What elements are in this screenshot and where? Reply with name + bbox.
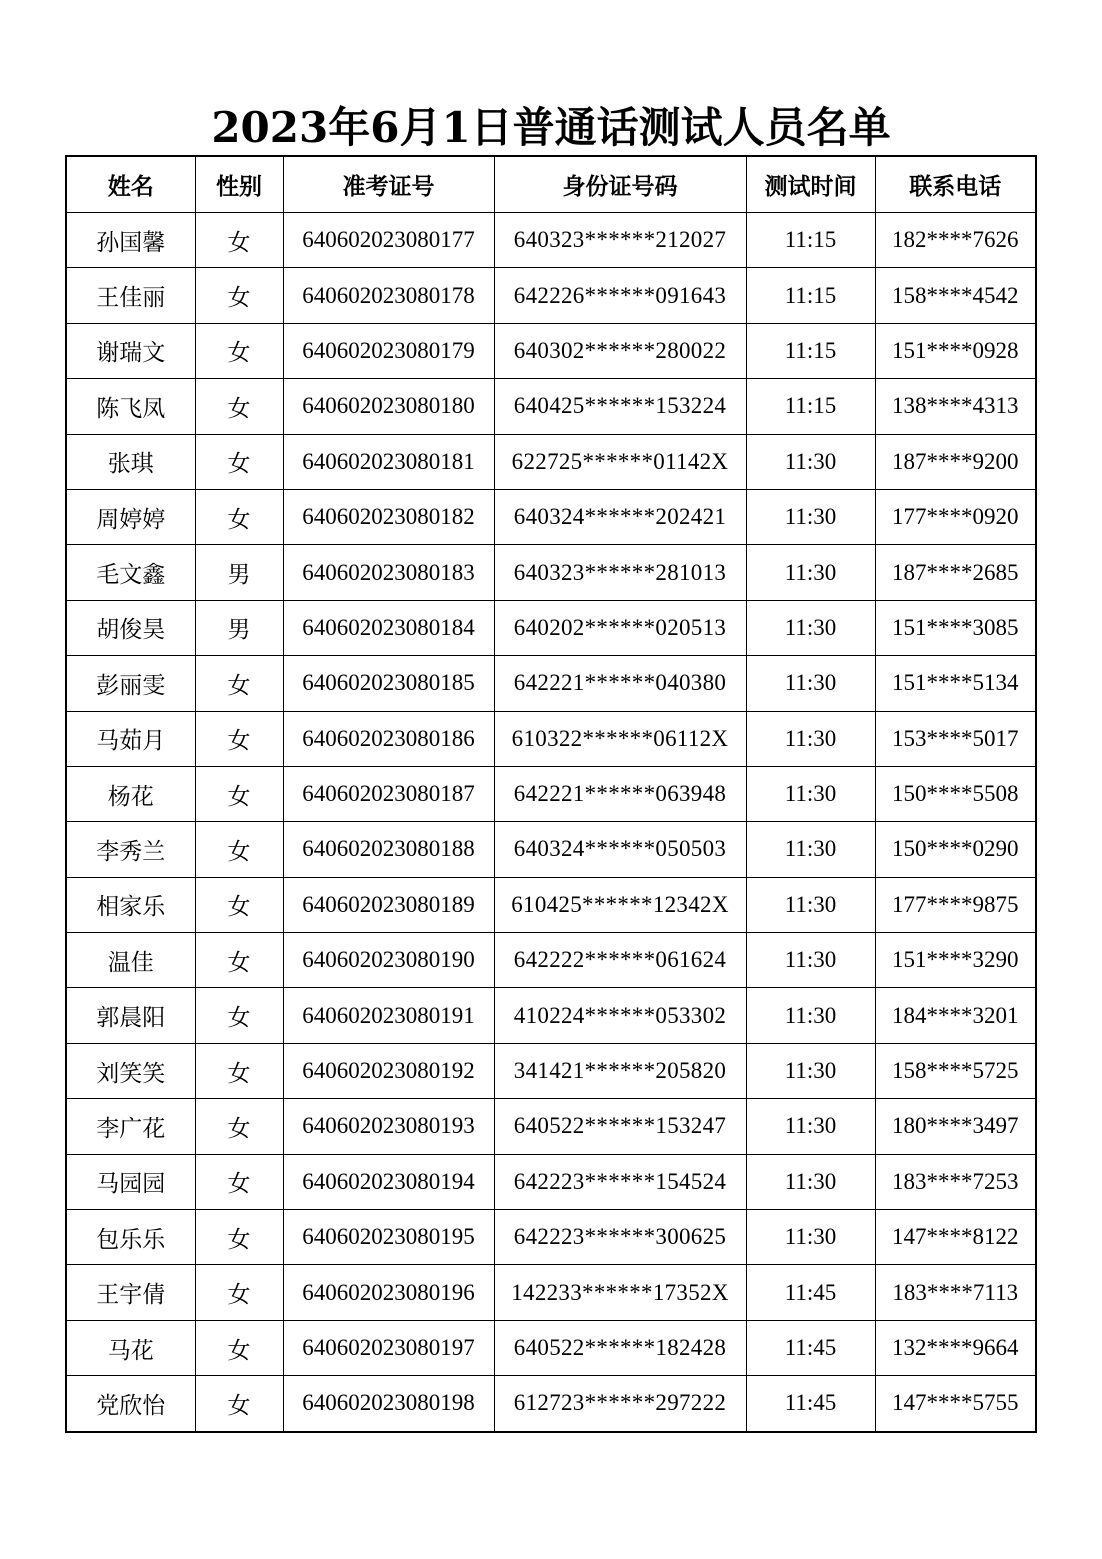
cell-id-number: 612723******297222 (494, 1376, 746, 1432)
cell-phone: 150****0290 (875, 822, 1036, 877)
cell-name: 相家乐 (66, 877, 195, 932)
header-phone: 联系电话 (875, 156, 1036, 213)
cell-id-number: 642226******091643 (494, 268, 746, 323)
table-row (66, 379, 1036, 434)
header-exam-number: 准考证号 (283, 156, 494, 213)
cell-phone: 151****3085 (875, 600, 1036, 655)
cell-gender: 女 (195, 434, 283, 489)
cell-test-time: 11:30 (746, 1043, 875, 1098)
cell-gender: 女 (195, 1210, 283, 1265)
table-row (66, 489, 1036, 544)
cell-phone: 147****8122 (875, 1210, 1036, 1265)
cell-name: 孙国馨 (66, 213, 195, 268)
cell-test-time: 11:15 (746, 379, 875, 434)
cell-name: 马园园 (66, 1154, 195, 1209)
cell-gender: 女 (195, 656, 283, 711)
cell-gender: 女 (195, 933, 283, 988)
cell-id-number: 610322******06112X (494, 711, 746, 766)
table-row (66, 600, 1036, 655)
table-row (66, 434, 1036, 489)
cell-id-number: 640302******280022 (494, 323, 746, 378)
cell-id-number: 640324******050503 (494, 822, 746, 877)
cell-name: 包乐乐 (66, 1210, 195, 1265)
table-row (66, 1320, 1036, 1375)
cell-gender: 女 (195, 379, 283, 434)
table-row (66, 766, 1036, 821)
cell-exam-number: 640602023080196 (283, 1265, 494, 1320)
cell-id-number: 410224******053302 (494, 988, 746, 1043)
cell-phone: 151****5134 (875, 656, 1036, 711)
cell-exam-number: 640602023080187 (283, 766, 494, 821)
cell-test-time: 11:30 (746, 1099, 875, 1154)
cell-phone: 153****5017 (875, 711, 1036, 766)
cell-id-number: 642222******061624 (494, 933, 746, 988)
cell-phone: 158****5725 (875, 1043, 1036, 1098)
cell-exam-number: 640602023080188 (283, 822, 494, 877)
cell-name: 胡俊昊 (66, 600, 195, 655)
cell-test-time: 11:30 (746, 545, 875, 600)
cell-gender: 女 (195, 766, 283, 821)
cell-gender: 女 (195, 988, 283, 1043)
cell-id-number: 640324******202421 (494, 489, 746, 544)
cell-gender: 女 (195, 877, 283, 932)
cell-phone: 138****4313 (875, 379, 1036, 434)
cell-gender: 男 (195, 545, 283, 600)
cell-gender: 女 (195, 711, 283, 766)
header-test-time: 测试时间 (746, 156, 875, 213)
cell-phone: 147****5755 (875, 1376, 1036, 1432)
cell-phone: 177****9875 (875, 877, 1036, 932)
cell-exam-number: 640602023080186 (283, 711, 494, 766)
cell-exam-number: 640602023080179 (283, 323, 494, 378)
cell-id-number: 640323******212027 (494, 213, 746, 268)
cell-id-number: 640425******153224 (494, 379, 746, 434)
cell-phone: 180****3497 (875, 1099, 1036, 1154)
table-row (66, 656, 1036, 711)
cell-phone: 187****9200 (875, 434, 1036, 489)
header-gender: 性别 (195, 156, 283, 213)
cell-phone: 132****9664 (875, 1320, 1036, 1375)
table-row (66, 213, 1036, 268)
cell-test-time: 11:30 (746, 600, 875, 655)
cell-gender: 女 (195, 1099, 283, 1154)
cell-test-time: 11:30 (746, 822, 875, 877)
cell-name: 王宇倩 (66, 1265, 195, 1320)
cell-id-number: 640323******281013 (494, 545, 746, 600)
cell-exam-number: 640602023080193 (283, 1099, 494, 1154)
table-row (66, 933, 1036, 988)
cell-test-time: 11:30 (746, 766, 875, 821)
cell-phone: 182****7626 (875, 213, 1036, 268)
table-row (66, 877, 1036, 932)
cell-test-time: 11:30 (746, 877, 875, 932)
cell-exam-number: 640602023080192 (283, 1043, 494, 1098)
cell-gender: 女 (195, 1043, 283, 1098)
cell-gender: 女 (195, 1320, 283, 1375)
cell-phone: 151****3290 (875, 933, 1036, 988)
cell-name: 毛文鑫 (66, 545, 195, 600)
table-row (66, 1099, 1036, 1154)
cell-name: 王佳丽 (66, 268, 195, 323)
header-id-number: 身份证号码 (494, 156, 746, 213)
table-header (66, 156, 1036, 213)
cell-name: 温佳 (66, 933, 195, 988)
cell-name: 马茹月 (66, 711, 195, 766)
cell-id-number: 622725******01142X (494, 434, 746, 489)
cell-id-number: 642223******154524 (494, 1154, 746, 1209)
cell-id-number: 341421******205820 (494, 1043, 746, 1098)
table-row (66, 1043, 1036, 1098)
cell-name: 周婷婷 (66, 489, 195, 544)
cell-exam-number: 640602023080195 (283, 1210, 494, 1265)
roster-table (65, 155, 1037, 1433)
cell-name: 杨花 (66, 766, 195, 821)
cell-exam-number: 640602023080198 (283, 1376, 494, 1432)
cell-exam-number: 640602023080182 (283, 489, 494, 544)
cell-exam-number: 640602023080183 (283, 545, 494, 600)
cell-id-number: 642221******040380 (494, 656, 746, 711)
cell-name: 马花 (66, 1320, 195, 1375)
cell-gender: 女 (195, 1154, 283, 1209)
cell-gender: 男 (195, 600, 283, 655)
cell-name: 郭晨阳 (66, 988, 195, 1043)
page-title: 2023年6月1日普通话测试人员名单 (211, 103, 891, 152)
cell-phone: 183****7113 (875, 1265, 1036, 1320)
cell-test-time: 11:30 (746, 656, 875, 711)
cell-phone: 183****7253 (875, 1154, 1036, 1209)
cell-exam-number: 640602023080178 (283, 268, 494, 323)
cell-name: 李广花 (66, 1099, 195, 1154)
cell-test-time: 11:30 (746, 1154, 875, 1209)
cell-exam-number: 640602023080190 (283, 933, 494, 988)
cell-gender: 女 (195, 213, 283, 268)
cell-test-time: 11:30 (746, 988, 875, 1043)
cell-gender: 女 (195, 489, 283, 544)
cell-phone: 184****3201 (875, 988, 1036, 1043)
table-row (66, 988, 1036, 1043)
cell-exam-number: 640602023080194 (283, 1154, 494, 1209)
cell-test-time: 11:45 (746, 1320, 875, 1375)
header-row (66, 156, 1036, 213)
table-row (66, 545, 1036, 600)
cell-test-time: 11:45 (746, 1265, 875, 1320)
cell-exam-number: 640602023080189 (283, 877, 494, 932)
cell-name: 陈飞凤 (66, 379, 195, 434)
cell-test-time: 11:15 (746, 213, 875, 268)
cell-gender: 女 (195, 822, 283, 877)
table-row (66, 1210, 1036, 1265)
cell-test-time: 11:15 (746, 323, 875, 378)
cell-phone: 150****5508 (875, 766, 1036, 821)
cell-name: 张琪 (66, 434, 195, 489)
cell-test-time: 11:30 (746, 489, 875, 544)
cell-id-number: 610425******12342X (494, 877, 746, 932)
cell-exam-number: 640602023080191 (283, 988, 494, 1043)
table-row (66, 1376, 1036, 1432)
cell-exam-number: 640602023080185 (283, 656, 494, 711)
cell-phone: 158****4542 (875, 268, 1036, 323)
cell-id-number: 642223******300625 (494, 1210, 746, 1265)
header-name: 姓名 (66, 156, 195, 213)
cell-exam-number: 640602023080177 (283, 213, 494, 268)
cell-gender: 女 (195, 1265, 283, 1320)
cell-phone: 151****0928 (875, 323, 1036, 378)
cell-name: 党欣怡 (66, 1376, 195, 1432)
table-row (66, 268, 1036, 323)
table-row (66, 822, 1036, 877)
table-row (66, 323, 1036, 378)
cell-id-number: 142233******17352X (494, 1265, 746, 1320)
cell-gender: 女 (195, 268, 283, 323)
cell-test-time: 11:45 (746, 1376, 875, 1432)
table-row (66, 1265, 1036, 1320)
cell-name: 彭丽雯 (66, 656, 195, 711)
cell-test-time: 11:30 (746, 434, 875, 489)
table-body (66, 213, 1036, 1432)
cell-name: 刘笑笑 (66, 1043, 195, 1098)
table-row (66, 711, 1036, 766)
cell-test-time: 11:30 (746, 711, 875, 766)
cell-name: 李秀兰 (66, 822, 195, 877)
cell-exam-number: 640602023080181 (283, 434, 494, 489)
cell-test-time: 11:15 (746, 268, 875, 323)
cell-id-number: 640522******153247 (494, 1099, 746, 1154)
cell-exam-number: 640602023080184 (283, 600, 494, 655)
cell-exam-number: 640602023080180 (283, 379, 494, 434)
cell-id-number: 640522******182428 (494, 1320, 746, 1375)
cell-gender: 女 (195, 323, 283, 378)
cell-phone: 177****0920 (875, 489, 1036, 544)
cell-phone: 187****2685 (875, 545, 1036, 600)
cell-test-time: 11:30 (746, 933, 875, 988)
table-row (66, 1154, 1036, 1209)
cell-id-number: 640202******020513 (494, 600, 746, 655)
cell-exam-number: 640602023080197 (283, 1320, 494, 1375)
cell-name: 谢瑞文 (66, 323, 195, 378)
cell-gender: 女 (195, 1376, 283, 1432)
cell-test-time: 11:30 (746, 1210, 875, 1265)
cell-id-number: 642221******063948 (494, 766, 746, 821)
